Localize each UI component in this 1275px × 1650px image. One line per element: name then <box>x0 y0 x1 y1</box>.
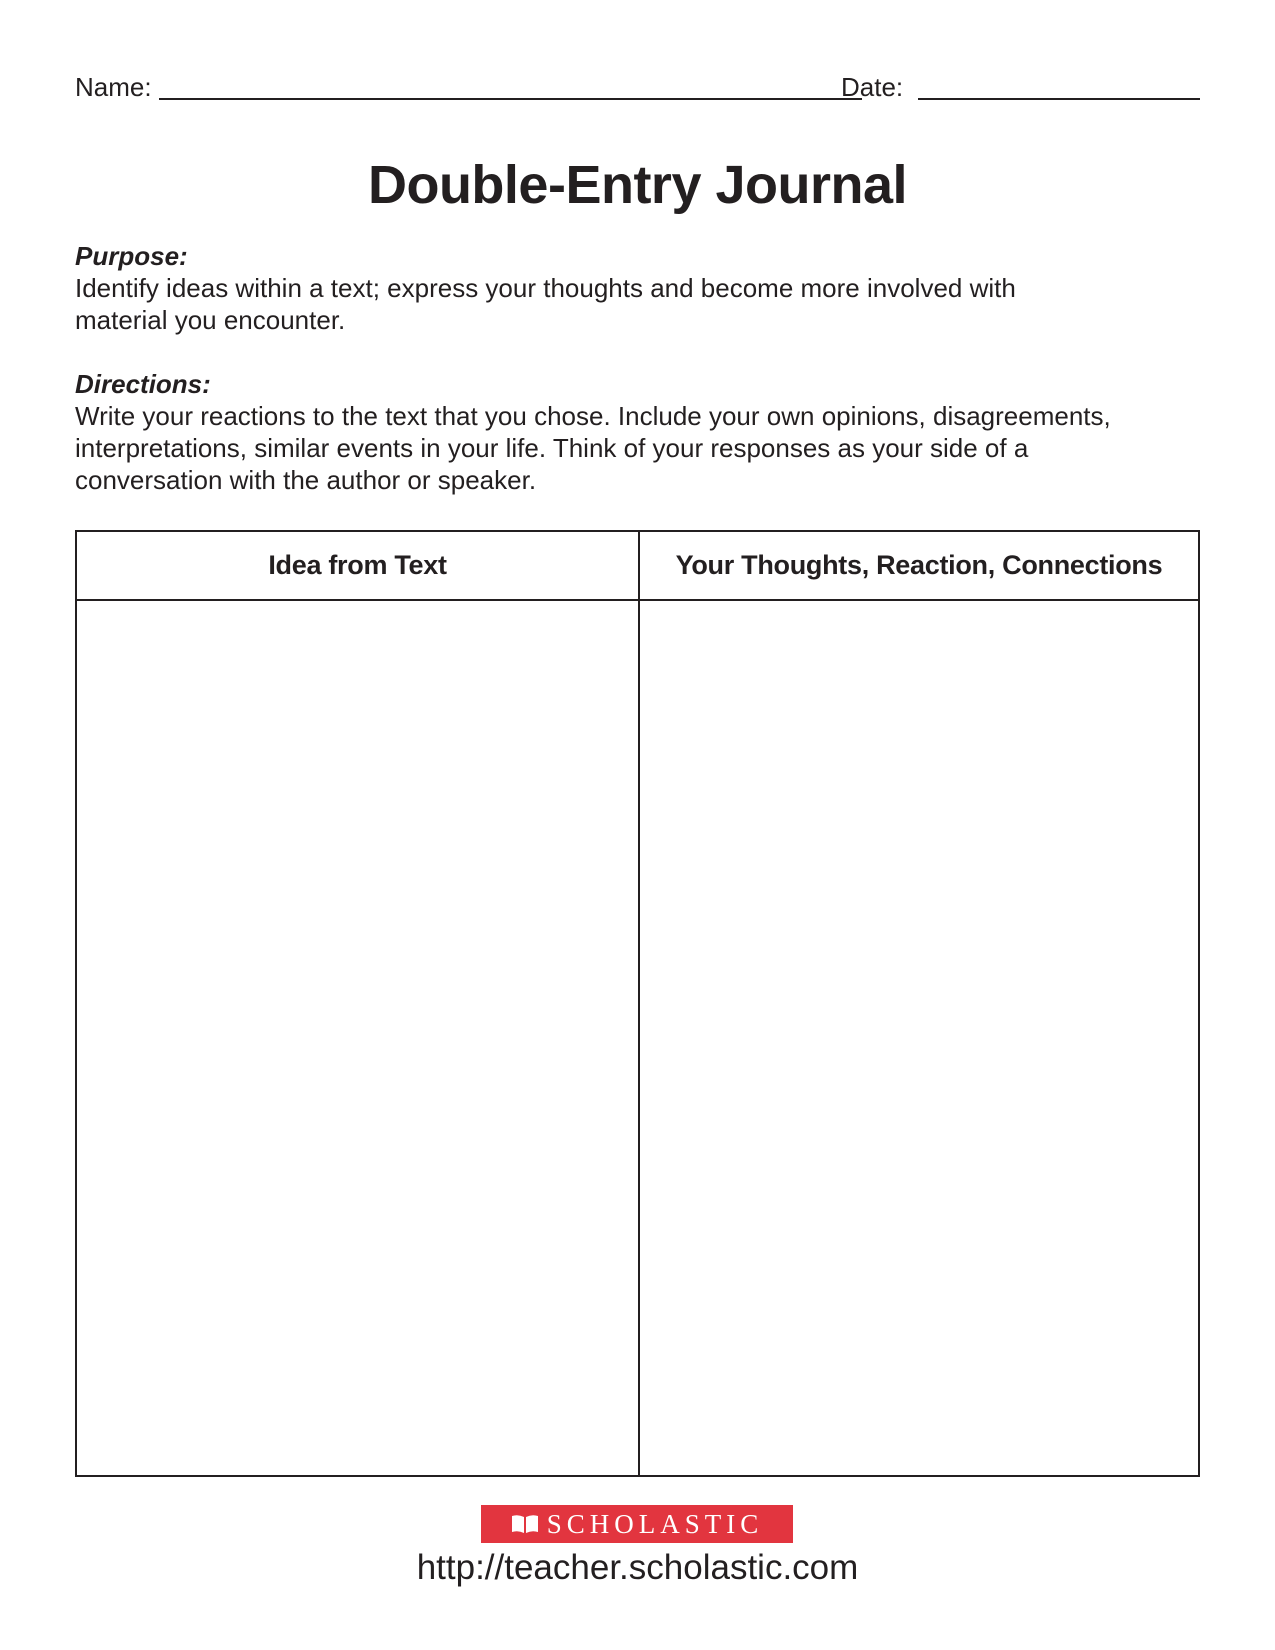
purpose-heading: Purpose: <box>75 241 188 271</box>
directions-section <box>75 368 1200 496</box>
scholastic-logo <box>481 1505 793 1543</box>
directions-heading: Directions: <box>75 369 211 399</box>
name-date-row <box>75 68 1200 104</box>
name-field-line[interactable] <box>159 98 862 100</box>
directions-line-2: interpretations, similar events in your life. Think of your responses as your side of a <box>75 433 1029 463</box>
purpose-line-2: material you encounter. <box>75 305 346 335</box>
date-field-line[interactable] <box>918 98 1200 100</box>
column-header-thoughts-reaction: Your Thoughts, Reaction, Connections <box>675 550 1163 580</box>
name-label: Name: <box>75 72 152 102</box>
logo-text: SCHOLASTIC <box>546 1509 764 1539</box>
directions-line-3: conversation with the author or speaker. <box>75 465 537 495</box>
date-label: Date: <box>841 72 904 102</box>
footer-url: http://teacher.scholastic.com <box>416 1548 859 1587</box>
directions-line-1: Write your reactions to the text that you chose. Include your own opinions, disagreements, <box>75 401 1111 431</box>
open-book-icon <box>511 1513 539 1535</box>
column-header-idea-from-text: Idea from Text <box>268 550 447 580</box>
journal-table <box>75 530 1200 1477</box>
idea-from-text-cell[interactable] <box>77 601 638 1475</box>
page-title: Double-Entry Journal <box>367 155 908 215</box>
thoughts-reaction-cell[interactable] <box>640 601 1198 1475</box>
purpose-line-1: Identify ideas within a text; express your thoughts and become more involved with <box>75 273 1016 303</box>
purpose-section <box>75 240 1200 336</box>
